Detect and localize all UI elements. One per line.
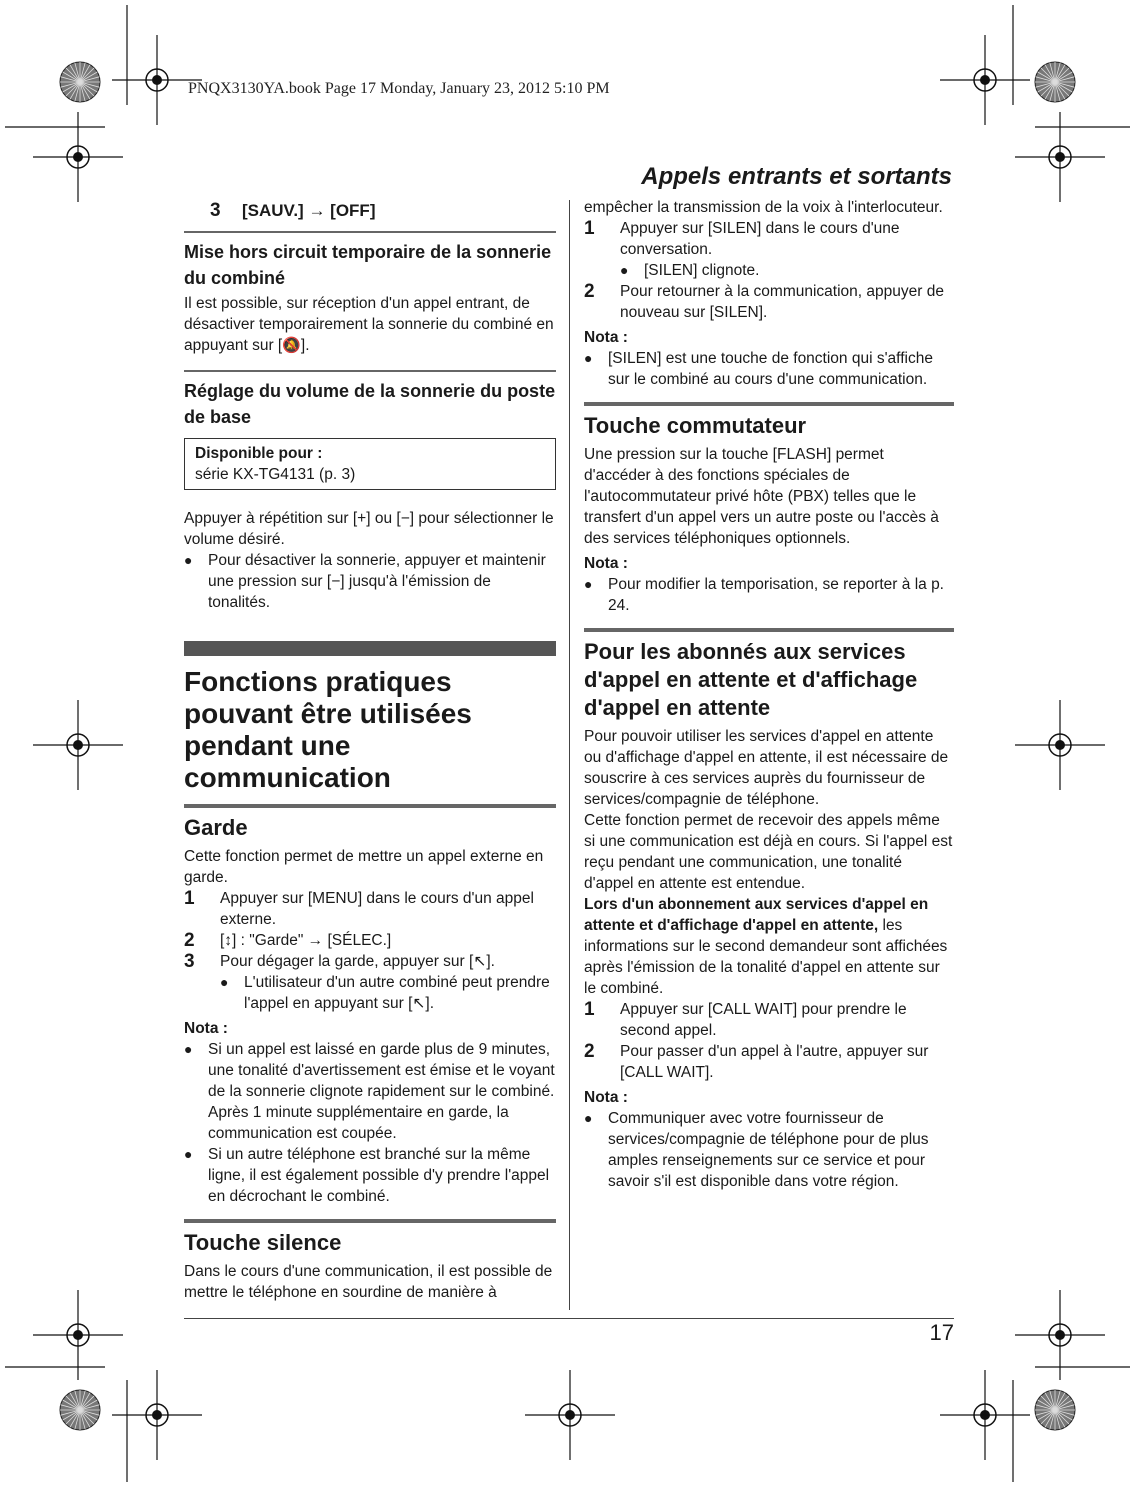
list-item-text: [SILEN] clignote.	[644, 262, 760, 279]
hold-title: Garde	[184, 815, 248, 840]
hold-notes	[184, 1039, 556, 1207]
list-item	[584, 348, 954, 390]
flash-title: Touche commutateur	[584, 413, 807, 438]
base-volume-body: Appuyer à répétition sur [+] ou [−] pour sélectionner le volume désiré.	[184, 510, 554, 548]
mute-body: Dans le cours d'une communication, il est possible de mettre le téléphone en sourdine de manière à	[184, 1263, 553, 1301]
step-text: Appuyer sur [SILEN] dans le cours d'une conversation.	[620, 220, 900, 258]
ringer-off-body	[184, 293, 556, 356]
mute-title: Touche silence	[184, 1230, 342, 1255]
list-item	[584, 574, 954, 616]
mute-steps	[584, 218, 954, 323]
note-title: Nota :	[584, 1089, 628, 1106]
bullet-icon: ●	[184, 1146, 193, 1162]
bullet-icon: ●	[584, 1110, 593, 1126]
note-title: Nota :	[184, 1020, 228, 1037]
step-text: [SAUV.] → [OFF]	[242, 201, 376, 220]
ringer-off-text: Il est possible, sur réception d'un appel entrant, de désactiver temporairement la sonnerie du combiné en appuyant sur [	[184, 295, 554, 354]
hold-steps	[184, 888, 556, 972]
section-rule	[184, 804, 556, 808]
step-item	[584, 218, 954, 260]
callwait-steps	[584, 999, 954, 1083]
ringer-off-icon: 🔕	[282, 337, 301, 354]
right-column	[584, 197, 954, 1192]
callwait-body-2: Cette fonction permet de recevoir des appels même si une communication est déjà en cours. Si l'appel est reçu pendant une communication, une tonalité d'appel en attente est entendue.	[584, 812, 953, 892]
hold-sub-bullets	[184, 972, 556, 1014]
flash-body: Une pression sur la touche [FLASH] permet d'accéder à des fonctions spéciales de l'autocommutateur privé hôte (PBX) telles que le transfert d'un appel vers un autre poste ou l'accès à des services téléphoniques optionnels.	[584, 446, 939, 547]
step-number: 3	[184, 951, 195, 972]
step-number: 2	[584, 281, 595, 302]
bullet-icon: ●	[584, 350, 593, 366]
bullet-icon: ●	[220, 974, 229, 990]
step-text: [↕] : "Garde" → [SÉLEC.]	[220, 932, 392, 949]
list-item	[620, 260, 954, 281]
ringer-off-text-end: ].	[300, 337, 310, 354]
list-item-text: Pour modifier la temporisation, se reporter à la p. 24.	[608, 576, 944, 614]
callwait-bold-text: Lors d'un abonnement aux services d'appel en attente et d'affichage d'appel en attente,	[584, 896, 929, 934]
mute-sub-bullets	[584, 260, 954, 281]
callwait-text: les informations sur le second demandeur sont affichées après l'émission de la tonalité d'appel en attente sur le combiné.	[584, 917, 948, 997]
list-item-text: Communiquer avec votre fournisseur de services/compagnie de téléphone pour de plus amples renseignements sur ce service et pour savoir s'il est disponible dans votre région.	[608, 1110, 929, 1190]
hold-intro: Cette fonction permet de mettre un appel externe en garde.	[184, 848, 544, 886]
flash-notes	[584, 574, 954, 616]
list-item	[184, 1144, 556, 1207]
list-item	[184, 550, 556, 613]
mute-notes	[584, 348, 954, 390]
section-rule	[584, 628, 954, 632]
left-column	[184, 197, 556, 1303]
step-number: 3	[210, 200, 221, 221]
step-item	[584, 281, 954, 323]
step-3-top	[184, 197, 556, 231]
step-item	[184, 951, 556, 972]
base-volume-title: Réglage du volume de la sonnerie du poste de base	[184, 381, 556, 427]
step-item	[184, 930, 556, 951]
availability-title: Disponible pour :	[195, 445, 323, 462]
mute-continued: empêcher la transmission de la voix à l'interlocuteur.	[584, 199, 943, 216]
availability-box	[184, 438, 556, 490]
bullet-icon: ●	[584, 576, 593, 592]
print-header: PNQX3130YA.book Page 17 Monday, January 23, 2012 5:10 PM	[188, 80, 610, 97]
step-item	[184, 888, 556, 930]
step-text: Pour retourner à la communication, appuyer de nouveau sur [SILEN].	[620, 283, 944, 321]
callwait-title: Pour les abonnés aux services d'appel en attente et d'affichage d'appel en attente	[584, 639, 918, 720]
list-item-text: Pour désactiver la sonnerie, appuyer et maintenir une pression sur [−] jusqu'à l'émission de tonalités.	[208, 552, 546, 611]
note-title: Nota :	[584, 329, 628, 346]
step-number: 1	[584, 218, 595, 239]
bullet-icon: ●	[184, 1041, 193, 1057]
list-item-text: Si un autre téléphone est branché sur la même ligne, il est également possible d'y prendre l'appel en décrochant le combiné.	[208, 1146, 550, 1205]
section-title: Fonctions pratiques pouvant être utilisées pendant une communication	[184, 666, 472, 793]
list-item	[184, 1039, 556, 1144]
step-number: 2	[184, 930, 195, 951]
running-head: Appels entrants et sortants	[641, 163, 952, 190]
list-item	[584, 1108, 954, 1192]
callwait-body-1: Pour pouvoir utiliser les services d'appel en attente ou d'affichage d'appel en attente, il est nécessaire de souscrire à ces services auprès du fournisseur de services/compagnie de téléphone.	[584, 728, 949, 808]
list-item-text: [SILEN] est une touche de fonction qui s'affiche sur le combiné au cours d'une communication.	[608, 350, 933, 388]
step-text: Pour passer d'un appel à l'autre, appuyer sur [CALL WAIT].	[620, 1043, 929, 1081]
list-item	[220, 972, 556, 1014]
bullet-icon: ●	[620, 262, 629, 278]
column-divider	[569, 200, 570, 1310]
step-item	[584, 1041, 954, 1083]
step-number: 1	[584, 999, 595, 1020]
list-item-text: Si un appel est laissé en garde plus de 9 minutes, une tonalité d'avertissement est émise et le voyant de la sonnerie clignote rapidement sur le combiné. Après 1 minute supplémentaire en garde, la communication est coupée.	[208, 1041, 555, 1142]
availability-body: série KX-TG4131 (p. 3)	[195, 466, 356, 483]
ringer-off-title: Mise hors circuit temporaire de la sonnerie du combiné	[184, 242, 552, 288]
section-rule	[584, 402, 954, 406]
step-text: Appuyer sur [CALL WAIT] pour prendre le second appel.	[620, 1001, 907, 1039]
step-item	[584, 999, 954, 1041]
callwait-body-3	[584, 894, 954, 999]
section-rule	[184, 1219, 556, 1223]
step-number: 1	[184, 888, 195, 909]
section-rule	[184, 370, 556, 372]
bullet-icon: ●	[184, 552, 193, 568]
base-volume-bullets	[184, 550, 556, 613]
section-rule	[184, 231, 556, 233]
section-bar	[184, 641, 556, 656]
step-text: Appuyer sur [MENU] dans le cours d'un appel externe.	[220, 890, 534, 928]
callwait-notes	[584, 1108, 954, 1192]
step-number: 2	[584, 1041, 595, 1062]
page-number: 17	[929, 1320, 954, 1345]
list-item-text: L'utilisateur d'un autre combiné peut prendre l'appel en appuyant sur [↖].	[244, 974, 550, 1012]
footer-rule	[184, 1318, 954, 1319]
step-text: Pour dégager la garde, appuyer sur [↖].	[220, 953, 495, 970]
note-title: Nota :	[584, 555, 628, 572]
